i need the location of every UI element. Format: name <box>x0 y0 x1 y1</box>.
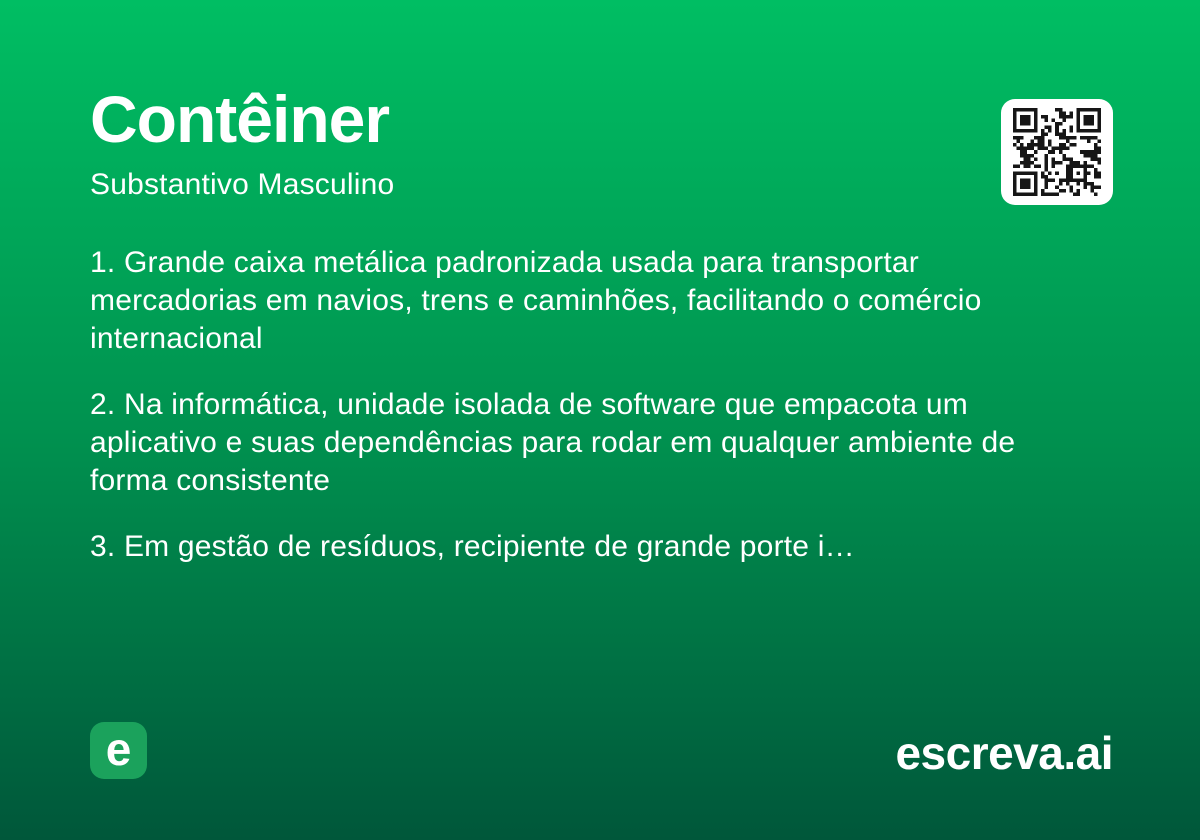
card-header <box>90 82 395 202</box>
brand-logo <box>90 722 147 779</box>
definition-item-1: 1. Grande caixa metálica padronizada usada para transportar mercadorias em navios, trens e caminhões, facilitando o comércio internacional <box>90 246 982 355</box>
definition-item-3: 3. Em gestão de resíduos, recipiente de grande porte i… <box>90 530 855 563</box>
qr-code-icon <box>1001 99 1113 205</box>
qr-code-pattern <box>1010 108 1104 196</box>
word-title: Contêiner <box>90 82 390 156</box>
brand-logo-letter: e <box>105 722 132 775</box>
definition-item-2: 2. Na informática, unidade isolada de software que empacota um aplicativo e suas dependências para rodar em qualquer ambiente de forma consistente <box>90 388 1016 497</box>
definitions-list <box>90 244 1080 594</box>
word-class-subtitle: Substantivo Masculino <box>90 168 395 201</box>
brand-name: escreva.ai <box>895 727 1113 779</box>
